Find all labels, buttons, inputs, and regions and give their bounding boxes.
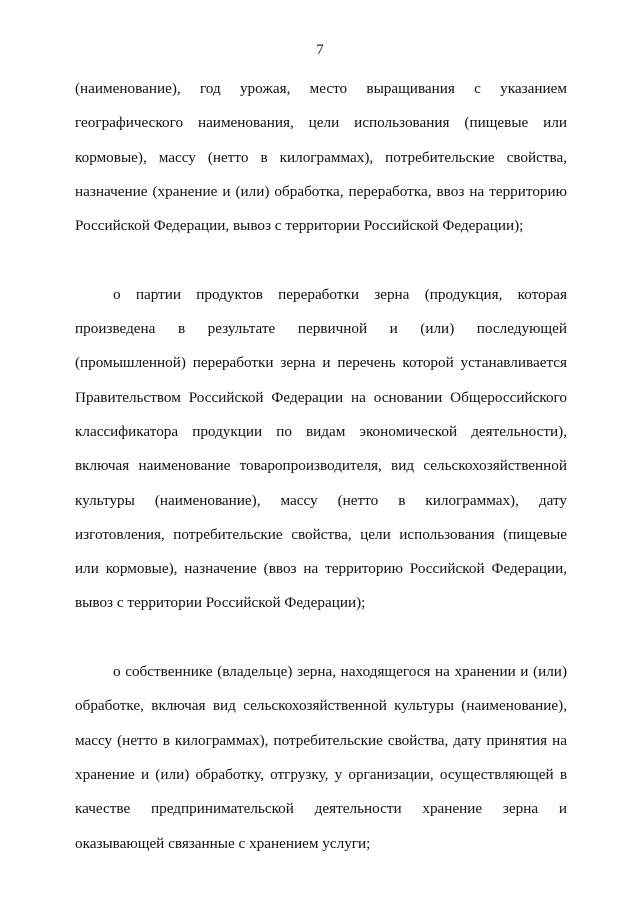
text-line: о собственнике (владельце) зерна, находящегося на хранении и (или)	[113, 663, 567, 681]
text-line: классификатора продукции по видам экономической деятельности),	[75, 422, 567, 440]
text-line: географического наименования, цели использования (пищевые или	[75, 114, 567, 132]
text-line: хранение и (или) обработку, отгрузку, у организации, осуществляющей в	[75, 765, 567, 783]
text-line: оказывающей связанные с хранением услуги;	[75, 834, 371, 852]
text-line: качестве предпринимательской деятельности хранение зерна и	[75, 800, 567, 818]
paragraph-gap	[75, 243, 567, 277]
text-line: вывоз с территории Российской Федерации);	[75, 594, 366, 612]
text-line: о партии продуктов переработки зерна (продукция, которая	[113, 285, 567, 303]
text-line: включая наименование товаропроизводителя, вид сельскохозяйственной	[75, 457, 567, 475]
text-line: назначение (хранение и (или) обработка, переработка, ввоз на территорию	[75, 182, 567, 200]
paragraph-3	[75, 655, 567, 861]
paragraph-gap	[75, 621, 567, 655]
text-line: массу (нетто в килограммах), потребительские свойства, дату принятия на	[75, 731, 567, 749]
text-line: Российской Федерации, вывоз с территории Российской Федерации);	[75, 217, 524, 235]
paragraph-2	[75, 278, 567, 621]
text-line: произведена в результате первичной и (или) последующей	[75, 320, 567, 338]
text-line: обработке, включая вид сельскохозяйственной культуры (наименование),	[75, 697, 567, 715]
document-body	[75, 72, 567, 861]
paragraph-1	[75, 72, 567, 243]
text-line: Правительством Российской Федерации на основании Общероссийского	[75, 388, 567, 406]
text-line: (промышленной) переработки зерна и перечень которой устанавливается	[75, 354, 567, 372]
text-line: изготовления, потребительские свойства, цели использования (пищевые	[75, 525, 567, 543]
text-line: (наименование), год урожая, место выращивания с указанием	[75, 80, 567, 97]
text-line: кормовые), массу (нетто в килограммах), потребительские свойства,	[75, 148, 567, 166]
text-line: культуры (наименование), массу (нетто в килограммах), дату	[75, 491, 567, 509]
page-number: 7	[316, 42, 324, 58]
text-line: или кормовые), назначение (ввоз на территорию Российской Федерации,	[75, 560, 567, 578]
